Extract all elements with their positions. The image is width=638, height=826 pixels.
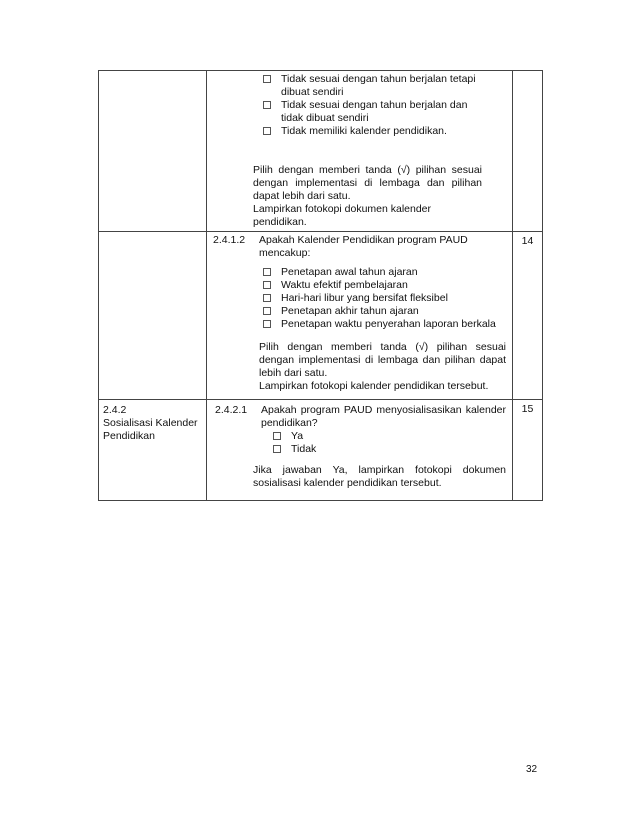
note-text: Jika jawaban Ya, lampirkan fotokopi dokumen sosialisasi kalender pendidikan tersebut. <box>253 464 506 489</box>
checkbox[interactable] <box>263 294 271 302</box>
checkbox[interactable] <box>273 432 281 440</box>
table-row <box>99 71 543 232</box>
checkbox[interactable] <box>263 281 271 289</box>
option-item <box>263 266 506 279</box>
assessment-table <box>98 70 543 501</box>
attachment-text: Lampirkan fotokopi dokumen kalender pendidikan. <box>253 203 432 228</box>
option-item <box>263 279 506 292</box>
option-item <box>263 125 482 138</box>
option-label: Ya <box>291 430 304 442</box>
option-label: Waktu efektif pembelajaran <box>281 279 408 291</box>
question-code: 2.4.1.2 <box>213 234 246 246</box>
checkbox[interactable] <box>263 268 271 276</box>
empty-cell <box>99 71 207 232</box>
option-list <box>273 430 506 456</box>
content-cell <box>207 400 513 501</box>
section-cell <box>99 400 207 501</box>
question-header <box>215 404 506 430</box>
option-item <box>273 443 506 456</box>
page-number: 32 <box>526 764 538 775</box>
checkbox[interactable] <box>263 101 271 109</box>
option-label: Penetapan akhir tahun ajaran <box>281 305 419 317</box>
option-item <box>263 318 506 331</box>
section-title: Sosialisasi Kalender Pendidikan <box>103 417 198 442</box>
option-label: Hari-hari libur yang bersifat fleksibel <box>281 292 448 304</box>
table-row <box>99 232 543 400</box>
checkbox[interactable] <box>273 445 281 453</box>
attachment-text: Lampirkan fotokopi kalender pendidikan tersebut. <box>259 380 489 392</box>
option-label: Tidak sesuai dengan tahun berjalan dan tidak dibuat sendiri <box>281 99 468 124</box>
option-item <box>263 305 506 318</box>
item-number: 15 <box>513 400 543 501</box>
content-cell <box>207 232 513 400</box>
question-text: Apakah program PAUD menyosialisasikan kalender pendidikan? <box>261 404 506 429</box>
option-label: Tidak sesuai dengan tahun berjalan tetapi dibuat sendiri <box>281 73 476 98</box>
content-cell <box>207 71 513 232</box>
instruction-text: Pilih dengan memberi tanda (√) pilihan sesuai dengan implementasi di lembaga dan pilihan dapat lebih dari satu. <box>259 341 506 379</box>
option-item <box>263 73 482 99</box>
option-item <box>263 292 506 305</box>
option-label: Tidak <box>291 443 317 455</box>
option-item <box>263 99 482 125</box>
option-list <box>263 73 482 138</box>
option-label: Tidak memiliki kalender pendidikan. <box>281 125 447 137</box>
item-number: 14 <box>513 232 543 400</box>
checkbox[interactable] <box>263 127 271 135</box>
question-text: Apakah Kalender Pendidikan program PAUD mencakup: <box>259 234 468 259</box>
section-code: 2.4.2 <box>103 404 127 416</box>
option-list <box>263 266 506 331</box>
empty-cell <box>99 232 207 400</box>
option-label: Penetapan waktu penyerahan laporan berkala <box>281 318 496 330</box>
instruction-text: Pilih dengan memberi tanda (√) pilihan sesuai dengan implementasi di lembaga dan pilihan dapat lebih dari satu. <box>253 164 482 202</box>
option-item <box>273 430 506 443</box>
checkbox[interactable] <box>263 75 271 83</box>
checkbox[interactable] <box>263 320 271 328</box>
empty-cell <box>513 71 543 232</box>
table-row <box>99 400 543 501</box>
option-label: Penetapan awal tahun ajaran <box>281 266 418 278</box>
checkbox[interactable] <box>263 307 271 315</box>
question-header <box>213 234 506 260</box>
question-code: 2.4.2.1 <box>215 404 248 416</box>
